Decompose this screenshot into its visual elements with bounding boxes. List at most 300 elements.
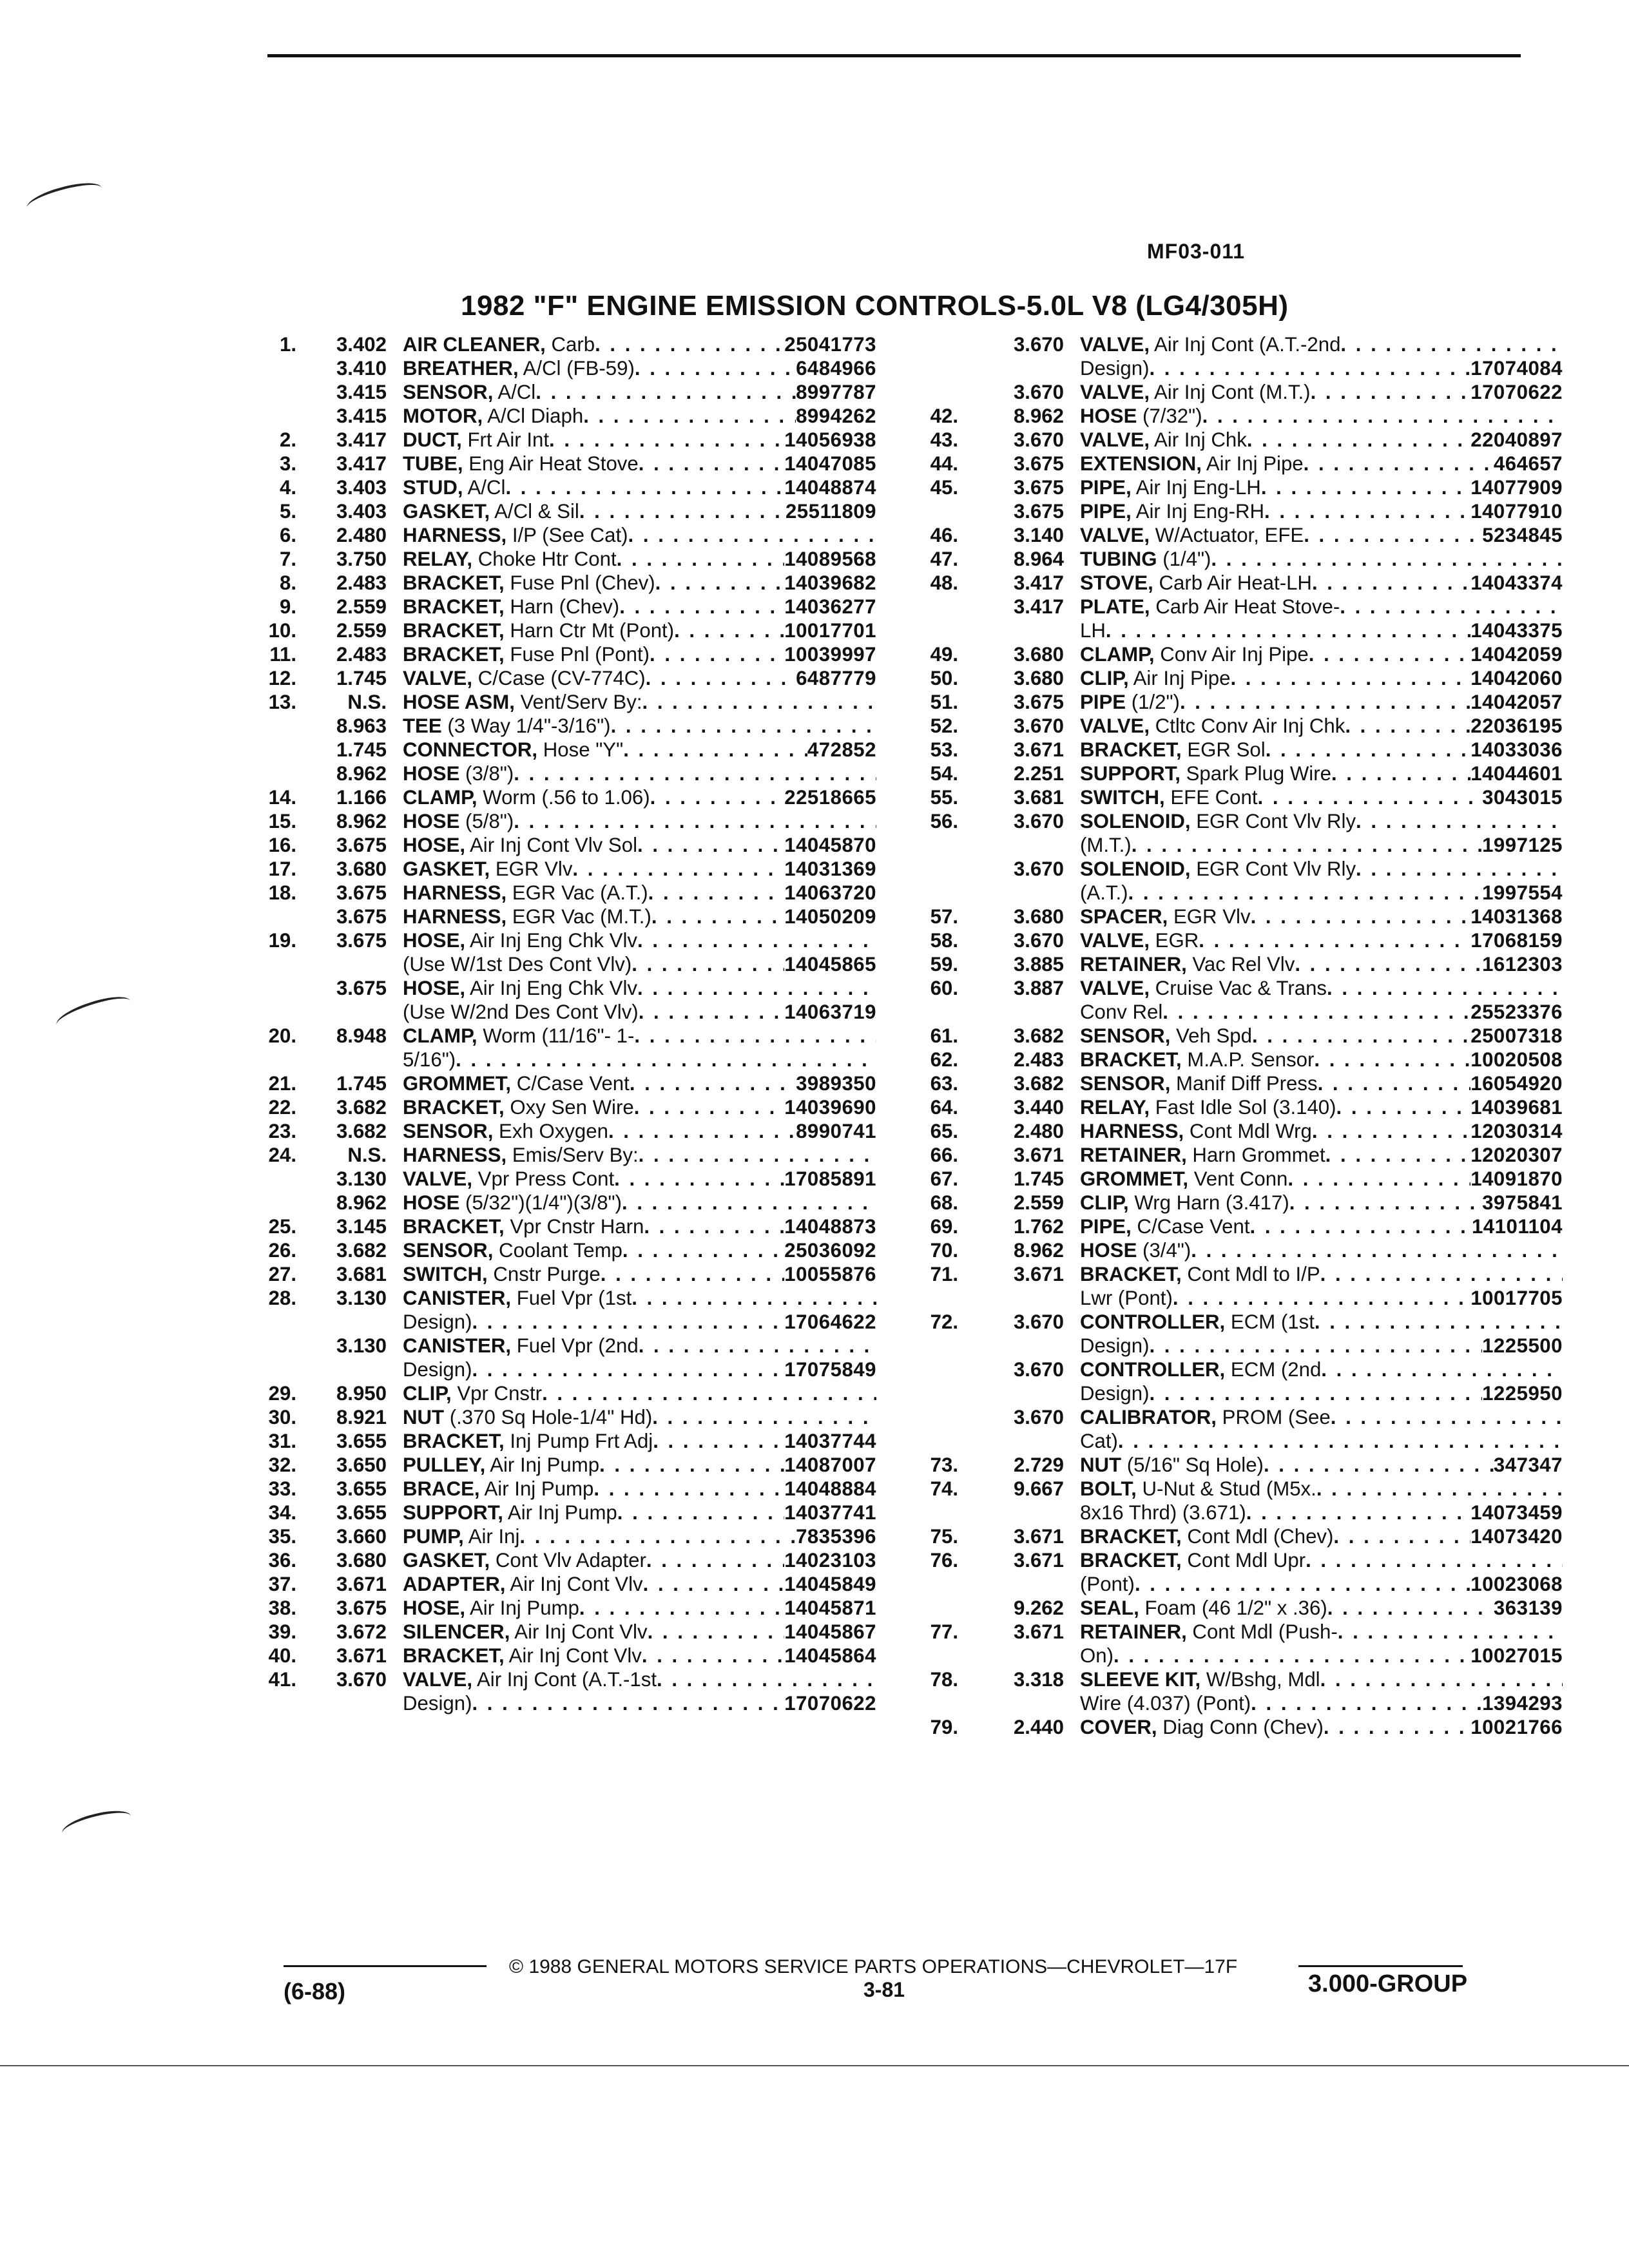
part-description xyxy=(1080,1405,1563,1429)
part-detail: (Use W/1st Des Cont Vlv) xyxy=(403,953,632,975)
ref-number: 2. xyxy=(279,428,296,451)
part-detail: Cat) xyxy=(1080,1430,1118,1452)
part-name: HARNESS, xyxy=(403,905,507,928)
group-number: 3.675 xyxy=(1013,500,1064,523)
ref-number: 44. xyxy=(930,452,958,475)
parts-row xyxy=(918,1072,1563,1095)
part-detail: Vac Rel Vlv xyxy=(1186,953,1295,975)
group-number: 3.403 xyxy=(336,476,387,499)
group-number: 2.729 xyxy=(1013,1454,1064,1476)
dot-leader xyxy=(651,905,784,928)
part-detail: (M.T.) xyxy=(1080,834,1132,856)
group-number: 3.681 xyxy=(1013,786,1064,809)
part-description xyxy=(403,1238,876,1262)
parts-row xyxy=(918,809,1563,833)
part-description xyxy=(1080,1596,1563,1620)
part-number: 14039682 xyxy=(784,572,876,594)
parts-row xyxy=(258,1429,876,1453)
parts-row xyxy=(918,523,1563,547)
part-name: CLAMP, xyxy=(1080,643,1155,666)
dot-leader xyxy=(1336,1095,1471,1119)
ref-number: 76. xyxy=(930,1549,958,1571)
dot-leader xyxy=(579,1596,784,1620)
ref-number: 37. xyxy=(268,1573,296,1595)
dot-leader xyxy=(1304,452,1494,476)
part-description xyxy=(403,738,876,762)
group-number: 8.950 xyxy=(336,1382,387,1405)
part-detail: Harn Grommet xyxy=(1186,1144,1325,1166)
part-description xyxy=(403,1262,876,1286)
part-detail: 5/16") xyxy=(403,1048,456,1071)
dot-leader xyxy=(1162,1000,1470,1024)
part-detail: Ctltc Conv Air Inj Chk xyxy=(1150,715,1345,737)
part-number: 17068159 xyxy=(1470,929,1563,952)
part-number: 14037741 xyxy=(784,1501,876,1524)
part-description xyxy=(403,881,876,905)
dot-leader xyxy=(623,738,807,762)
part-number: 14045864 xyxy=(784,1644,876,1667)
part-number: 6487779 xyxy=(796,667,876,689)
group-number: 3.672 xyxy=(336,1620,387,1643)
part-description xyxy=(1080,380,1563,404)
dot-leader xyxy=(1118,1429,1563,1453)
part-detail: Worm (.56 to 1.06) xyxy=(477,786,650,809)
group-number: 3.671 xyxy=(1013,1549,1064,1571)
ref-number: 68. xyxy=(930,1191,958,1214)
part-name: GASKET, xyxy=(403,858,490,880)
part-detail: ECM (2nd xyxy=(1225,1358,1322,1381)
part-description xyxy=(1080,1715,1563,1739)
ref-number: 63. xyxy=(930,1072,958,1095)
parts-row xyxy=(258,595,876,619)
group-number: 3.675 xyxy=(1013,691,1064,713)
part-name: BRACKET, xyxy=(403,643,505,666)
group-number: 3.130 xyxy=(336,1168,387,1190)
part-description xyxy=(1080,1262,1563,1286)
parts-row xyxy=(258,1691,876,1715)
part-number: 10023068 xyxy=(1470,1573,1563,1595)
parts-row xyxy=(918,1191,1563,1215)
group-number: 3.140 xyxy=(1013,524,1064,546)
part-name: SPACER, xyxy=(1080,905,1168,928)
part-detail: Cont Mdl (Chev) xyxy=(1181,1525,1334,1548)
ref-number: 8. xyxy=(279,572,296,594)
part-description xyxy=(403,785,876,809)
part-number: 472852 xyxy=(807,738,876,761)
group-number: 3.655 xyxy=(336,1477,387,1500)
part-name: MOTOR, xyxy=(403,405,483,427)
parts-row xyxy=(258,738,876,762)
ref-number: 15. xyxy=(268,810,296,832)
dot-leader xyxy=(542,1381,876,1405)
group-number: 3.660 xyxy=(336,1525,387,1548)
group-number: 3.417 xyxy=(336,428,387,451)
group-number: 9.262 xyxy=(1013,1597,1064,1619)
dot-leader xyxy=(1266,738,1471,762)
dot-leader xyxy=(674,619,784,642)
part-description xyxy=(403,714,876,738)
part-description xyxy=(1080,452,1563,476)
parts-row xyxy=(918,1381,1563,1405)
part-name: BRACKET, xyxy=(1080,1549,1182,1571)
group-number: 2.251 xyxy=(1013,762,1064,785)
part-name: SOLENOID, xyxy=(1080,858,1191,880)
part-number: 25007318 xyxy=(1470,1024,1563,1047)
group-number: 1.745 xyxy=(336,1072,387,1095)
part-detail: Air Inj Pump xyxy=(479,1477,594,1500)
part-name: NUT xyxy=(403,1406,445,1428)
part-description xyxy=(403,1024,876,1048)
part-detail: Air Inj Pipe xyxy=(1201,452,1304,475)
part-detail: Wire (4.037) (Pont) xyxy=(1080,1692,1251,1715)
dot-leader xyxy=(1331,762,1470,785)
parts-row xyxy=(258,857,876,881)
ref-number: 71. xyxy=(930,1263,958,1285)
parts-row xyxy=(918,738,1563,762)
part-description xyxy=(1080,1286,1563,1310)
part-name: CONTROLLER, xyxy=(1080,1311,1226,1333)
part-number: 3975841 xyxy=(1482,1191,1563,1214)
part-detail: Foam (46 1/2" x .36) xyxy=(1139,1597,1327,1619)
ref-number: 12. xyxy=(268,667,296,689)
part-name: HOSE, xyxy=(403,929,466,952)
part-description xyxy=(403,595,876,619)
dot-leader xyxy=(1356,809,1563,833)
part-detail: Fuel Vpr (2nd xyxy=(511,1334,639,1357)
dot-leader xyxy=(657,1667,876,1691)
parts-row xyxy=(258,1667,876,1691)
dot-leader xyxy=(1356,857,1563,881)
part-number: 14045867 xyxy=(784,1620,876,1643)
part-name: RELAY, xyxy=(1080,1096,1150,1119)
part-description xyxy=(403,1453,876,1477)
part-number: 22518665 xyxy=(784,786,876,809)
dot-leader xyxy=(1261,476,1470,499)
dot-leader xyxy=(1173,1286,1470,1310)
ref-number: 18. xyxy=(268,881,296,904)
group-number: 8.964 xyxy=(1013,548,1064,570)
dot-leader xyxy=(1311,380,1471,404)
part-description xyxy=(403,547,876,571)
part-name: CLIP, xyxy=(1080,667,1129,689)
part-number: 14101104 xyxy=(1471,1215,1563,1238)
part-description xyxy=(403,499,876,523)
part-detail: M.A.P. Sensor xyxy=(1181,1048,1315,1071)
dot-leader xyxy=(1304,523,1482,547)
part-detail: Air Inj Cont Vlv xyxy=(504,1644,642,1667)
part-number: 14039681 xyxy=(1470,1096,1563,1119)
part-detail: A/Cl Diaph xyxy=(483,405,584,427)
part-detail: Air Inj Cont Vlv xyxy=(505,1573,643,1595)
part-detail: Carb Air Heat Stove- xyxy=(1150,595,1340,618)
part-number: 22036195 xyxy=(1470,715,1563,737)
part-description xyxy=(403,1572,876,1596)
dot-leader xyxy=(617,547,785,571)
part-number: 14031368 xyxy=(1470,905,1563,928)
group-number: 3.675 xyxy=(336,1597,387,1619)
part-name: SWITCH, xyxy=(1080,786,1165,809)
dot-leader xyxy=(617,1501,784,1524)
part-description xyxy=(403,332,876,356)
part-number: 14077909 xyxy=(1470,476,1563,499)
page-title: 1982 "F" ENGINE EMISSION CONTROLS-5.0L V8 (LG4/305H) xyxy=(461,290,1289,322)
part-description xyxy=(403,1381,876,1405)
part-description xyxy=(1080,642,1563,666)
dot-leader xyxy=(648,881,785,905)
part-description xyxy=(403,642,876,666)
parts-row xyxy=(918,1477,1563,1501)
part-name: HARNESS, xyxy=(403,1144,507,1166)
dot-leader xyxy=(655,571,785,595)
parts-row xyxy=(918,928,1563,952)
parts-row xyxy=(918,1048,1563,1072)
part-detail: Eng Air Heat Stove xyxy=(463,452,639,475)
part-detail: Inj Pump Frt Adj xyxy=(504,1430,653,1452)
part-description xyxy=(1080,499,1563,523)
part-detail: EGR Vlv xyxy=(1168,905,1251,928)
part-name: SENSOR, xyxy=(1080,1072,1171,1095)
part-description xyxy=(403,1501,876,1524)
dot-leader xyxy=(1128,881,1483,905)
part-detail: EFE Cont xyxy=(1164,786,1258,809)
ref-number: 53. xyxy=(930,738,958,761)
dot-leader xyxy=(1333,1524,1470,1548)
dot-leader xyxy=(643,1572,785,1596)
ref-number: 17. xyxy=(268,858,296,880)
group-number: 3.681 xyxy=(336,1263,387,1285)
part-description xyxy=(1080,547,1563,571)
parts-row xyxy=(918,1143,1563,1167)
dot-leader xyxy=(472,1310,784,1334)
part-detail: Vent Conn xyxy=(1188,1168,1288,1190)
dot-leader xyxy=(1252,1024,1470,1048)
ref-number: 73. xyxy=(930,1454,958,1476)
part-description xyxy=(1080,809,1563,833)
part-detail: Air Inj Cont (A.T.-2nd xyxy=(1150,333,1341,356)
group-number: 3.671 xyxy=(1013,738,1064,761)
group-number: 3.403 xyxy=(336,500,387,523)
part-description xyxy=(1080,952,1563,976)
part-number: 25511809 xyxy=(785,500,876,523)
part-number: 14050209 xyxy=(784,905,876,928)
part-detail: Fast Idle Sol (3.140) xyxy=(1150,1096,1336,1119)
dot-leader xyxy=(637,833,784,857)
dot-leader xyxy=(653,1429,784,1453)
part-name: SILENCER, xyxy=(403,1620,510,1643)
parts-row xyxy=(258,881,876,905)
part-detail: Diag Conn (Chev) xyxy=(1157,1716,1324,1738)
part-name: VALVE, xyxy=(1080,524,1150,546)
parts-row xyxy=(258,1501,876,1524)
ref-number: 36. xyxy=(268,1549,296,1571)
ref-number: 4. xyxy=(279,476,296,499)
parts-row xyxy=(258,1405,876,1429)
ref-number: 49. xyxy=(930,643,958,666)
parts-row xyxy=(918,1238,1563,1262)
part-detail: (3/8") xyxy=(459,762,514,785)
group-number: 3.655 xyxy=(336,1430,387,1452)
group-number: 3.415 xyxy=(336,381,387,403)
part-detail: Fuse Pnl (Pont) xyxy=(504,643,650,666)
group-number: 3.670 xyxy=(1013,810,1064,832)
group-number: 2.480 xyxy=(336,524,387,546)
part-name: VALVE, xyxy=(1080,333,1150,356)
part-description xyxy=(1080,1381,1563,1405)
part-detail: Cont Mdl to I/P xyxy=(1181,1263,1320,1285)
part-description xyxy=(403,1215,876,1238)
ref-number: 40. xyxy=(268,1644,296,1667)
dot-leader xyxy=(611,714,876,738)
part-name: RETAINER, xyxy=(1080,953,1187,975)
part-detail: (Use W/2nd Des Cont Vlv) xyxy=(403,1001,639,1023)
part-detail: EGR Cont Vlv Rly xyxy=(1190,810,1356,832)
group-number: 2.483 xyxy=(336,643,387,666)
part-name: GASKET, xyxy=(403,1549,490,1571)
parts-row xyxy=(918,905,1563,928)
ref-number: 72. xyxy=(930,1311,958,1333)
parts-row xyxy=(918,1620,1563,1644)
dot-leader xyxy=(634,1024,876,1048)
copyright-notice: © 1988 GENERAL MOTORS SERVICE PARTS OPERATIONS—CHEVROLET—17F xyxy=(509,1956,1238,1977)
part-name: RETAINER, xyxy=(1080,1144,1187,1166)
part-number: 464657 xyxy=(1493,452,1563,475)
parts-row xyxy=(918,1095,1563,1119)
dot-leader xyxy=(595,332,784,356)
part-description xyxy=(403,1334,876,1358)
parts-row xyxy=(918,881,1563,905)
top-rule xyxy=(267,54,1521,57)
part-name: SUPPORT, xyxy=(403,1501,503,1524)
part-description xyxy=(1080,476,1563,499)
part-name: HOSE xyxy=(403,762,460,785)
part-detail: Air Inj Pump xyxy=(465,1597,579,1619)
part-number: 17064622 xyxy=(784,1311,876,1333)
part-detail: Conv Air Inj Pipe xyxy=(1154,643,1309,666)
parts-row xyxy=(918,1524,1563,1548)
group-number: 3.885 xyxy=(1013,953,1064,975)
part-name: TEE xyxy=(403,715,442,737)
parts-row xyxy=(258,1620,876,1644)
part-detail: Air Inj Cont Vlv xyxy=(510,1620,648,1643)
parts-row xyxy=(918,714,1563,738)
ref-number: 42. xyxy=(930,405,958,427)
page-number: 3-81 xyxy=(863,1978,905,2001)
part-description xyxy=(1080,881,1563,905)
parts-row xyxy=(918,1715,1563,1739)
part-description xyxy=(1080,571,1563,595)
dot-leader xyxy=(1199,928,1470,952)
ref-number: 50. xyxy=(930,667,958,689)
part-description xyxy=(403,1691,876,1715)
part-name: HOSE, xyxy=(403,834,466,856)
parts-row xyxy=(918,952,1563,976)
part-detail: EGR xyxy=(1150,929,1199,952)
part-name: PULLEY, xyxy=(403,1454,486,1476)
part-detail: C/Case (CV-774C) xyxy=(472,667,646,689)
part-number: 14063719 xyxy=(784,1001,876,1023)
part-number: 14045849 xyxy=(784,1573,876,1595)
part-number: 14047085 xyxy=(784,452,876,475)
dot-leader xyxy=(1250,1215,1472,1238)
scan-mark xyxy=(53,990,134,1035)
dot-leader xyxy=(635,356,796,380)
part-description xyxy=(403,1072,876,1095)
part-description xyxy=(1080,1024,1563,1048)
part-description xyxy=(403,928,876,952)
part-number: 363139 xyxy=(1493,1597,1563,1619)
parts-row xyxy=(258,1143,876,1167)
group-number: 3.402 xyxy=(336,333,387,356)
dot-leader xyxy=(514,762,876,785)
ref-number: 13. xyxy=(268,691,296,713)
part-number: 10021766 xyxy=(1470,1716,1563,1738)
parts-row xyxy=(258,905,876,928)
part-description xyxy=(403,1167,876,1191)
group-number: 8.962 xyxy=(336,762,387,785)
part-description xyxy=(1080,1119,1563,1143)
part-detail: Exh Oxygen xyxy=(493,1120,608,1142)
parts-row xyxy=(918,1000,1563,1024)
ref-number: 29. xyxy=(268,1382,296,1405)
parts-row xyxy=(258,523,876,547)
group-number: 1.745 xyxy=(1013,1168,1064,1190)
part-detail: On) xyxy=(1080,1644,1113,1667)
part-description xyxy=(1080,1191,1563,1215)
parts-row xyxy=(918,1286,1563,1310)
part-name: GROMMET, xyxy=(403,1072,512,1095)
part-description xyxy=(403,1048,876,1072)
footer-rule-right xyxy=(1298,1965,1463,1967)
part-description xyxy=(1080,666,1563,690)
parts-row xyxy=(258,1334,876,1358)
part-description xyxy=(1080,1334,1563,1358)
parts-row xyxy=(258,1524,876,1548)
part-detail: A/Cl & Sil xyxy=(490,500,579,523)
ref-number: 33. xyxy=(268,1477,296,1500)
dot-leader xyxy=(1251,1691,1482,1715)
part-description xyxy=(403,1429,876,1453)
bottom-rule xyxy=(0,2065,1629,2066)
part-name: ADAPTER, xyxy=(403,1573,506,1595)
parts-row xyxy=(918,1167,1563,1191)
ref-number: 58. xyxy=(930,929,958,952)
parts-row xyxy=(258,1048,876,1072)
dot-leader xyxy=(1295,952,1482,976)
parts-row xyxy=(258,356,876,380)
ref-number: 26. xyxy=(268,1239,296,1262)
part-detail: LH xyxy=(1080,619,1106,642)
part-detail: Manif Diff Press xyxy=(1170,1072,1318,1095)
parts-row xyxy=(918,1501,1563,1524)
ref-number: 39. xyxy=(268,1620,296,1643)
part-name: BRACKET, xyxy=(403,1215,505,1238)
parts-row xyxy=(918,1596,1563,1620)
dot-leader xyxy=(1132,833,1482,857)
parts-row xyxy=(258,690,876,714)
dot-leader xyxy=(1191,1238,1563,1262)
part-description xyxy=(403,1620,876,1644)
part-description xyxy=(403,952,876,976)
dot-leader xyxy=(1202,404,1563,428)
part-name: VALVE, xyxy=(1080,977,1150,999)
part-name: SENSOR, xyxy=(1080,1024,1171,1047)
dot-leader xyxy=(644,1215,784,1238)
part-detail: (Pont) xyxy=(1080,1573,1135,1595)
part-description xyxy=(1080,1572,1563,1596)
group-number: 3.670 xyxy=(1013,381,1064,403)
part-detail: Coolant Temp xyxy=(493,1239,622,1262)
parts-row xyxy=(258,1072,876,1095)
